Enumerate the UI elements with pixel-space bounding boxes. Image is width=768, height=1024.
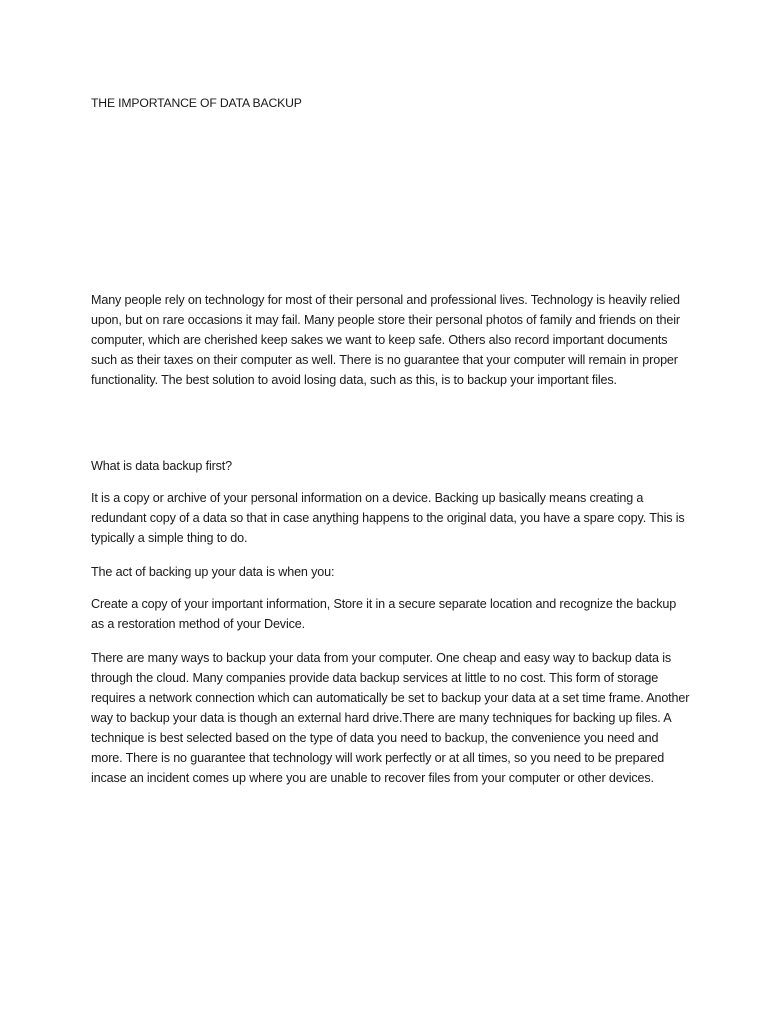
intro-paragraph: Many people rely on technology for most of their personal and professional lives. Technology is heavily relied upon, but on rare occasions it may fail. Many people store their personal photos of family and friends on their computer, which are cherished keep sakes we want to keep safe. Others also record important documents such as their taxes on their computer as well. There is no guarantee that your computer will remain in proper functionality. The best solution to avoid losing data, such as this, is to backup your important files. [91,293,680,387]
document-title: THE IMPORTANCE OF DATA BACKUP [91,96,302,110]
question-heading: What is data backup first? [91,459,232,473]
steps-paragraph: Create a copy of your important information, Store it in a secure separate location and recognize the backup as a restoration method of your Device. [91,597,677,631]
ways-paragraph: There are many ways to backup your data from your computer. One cheap and easy way to backup data is through the cloud. Many companies provide data backup services at little to no cost. This form of storage requires a network connection which can automatically be set to backup your data at a set time frame. Another way to backup your data is though an external hard drive.There are many techniques for backing up files. A technique is best selected based on the type of data you need to backup, the convenience you need and more. There is no guarantee that technology will work perfectly or at all times, so you need to be prepared incase an incident comes up where you are unable to recover files from your computer or other devices. [91,651,690,785]
act-intro-paragraph: The act of backing up your data is when you: [91,565,335,579]
definition-paragraph: It is a copy or archive of your personal information on a device. Backing up basically means creating a redundant copy of a data so that in case anything happens to the original data, you have a spare copy. This is typically a simple thing to do. [91,491,685,545]
